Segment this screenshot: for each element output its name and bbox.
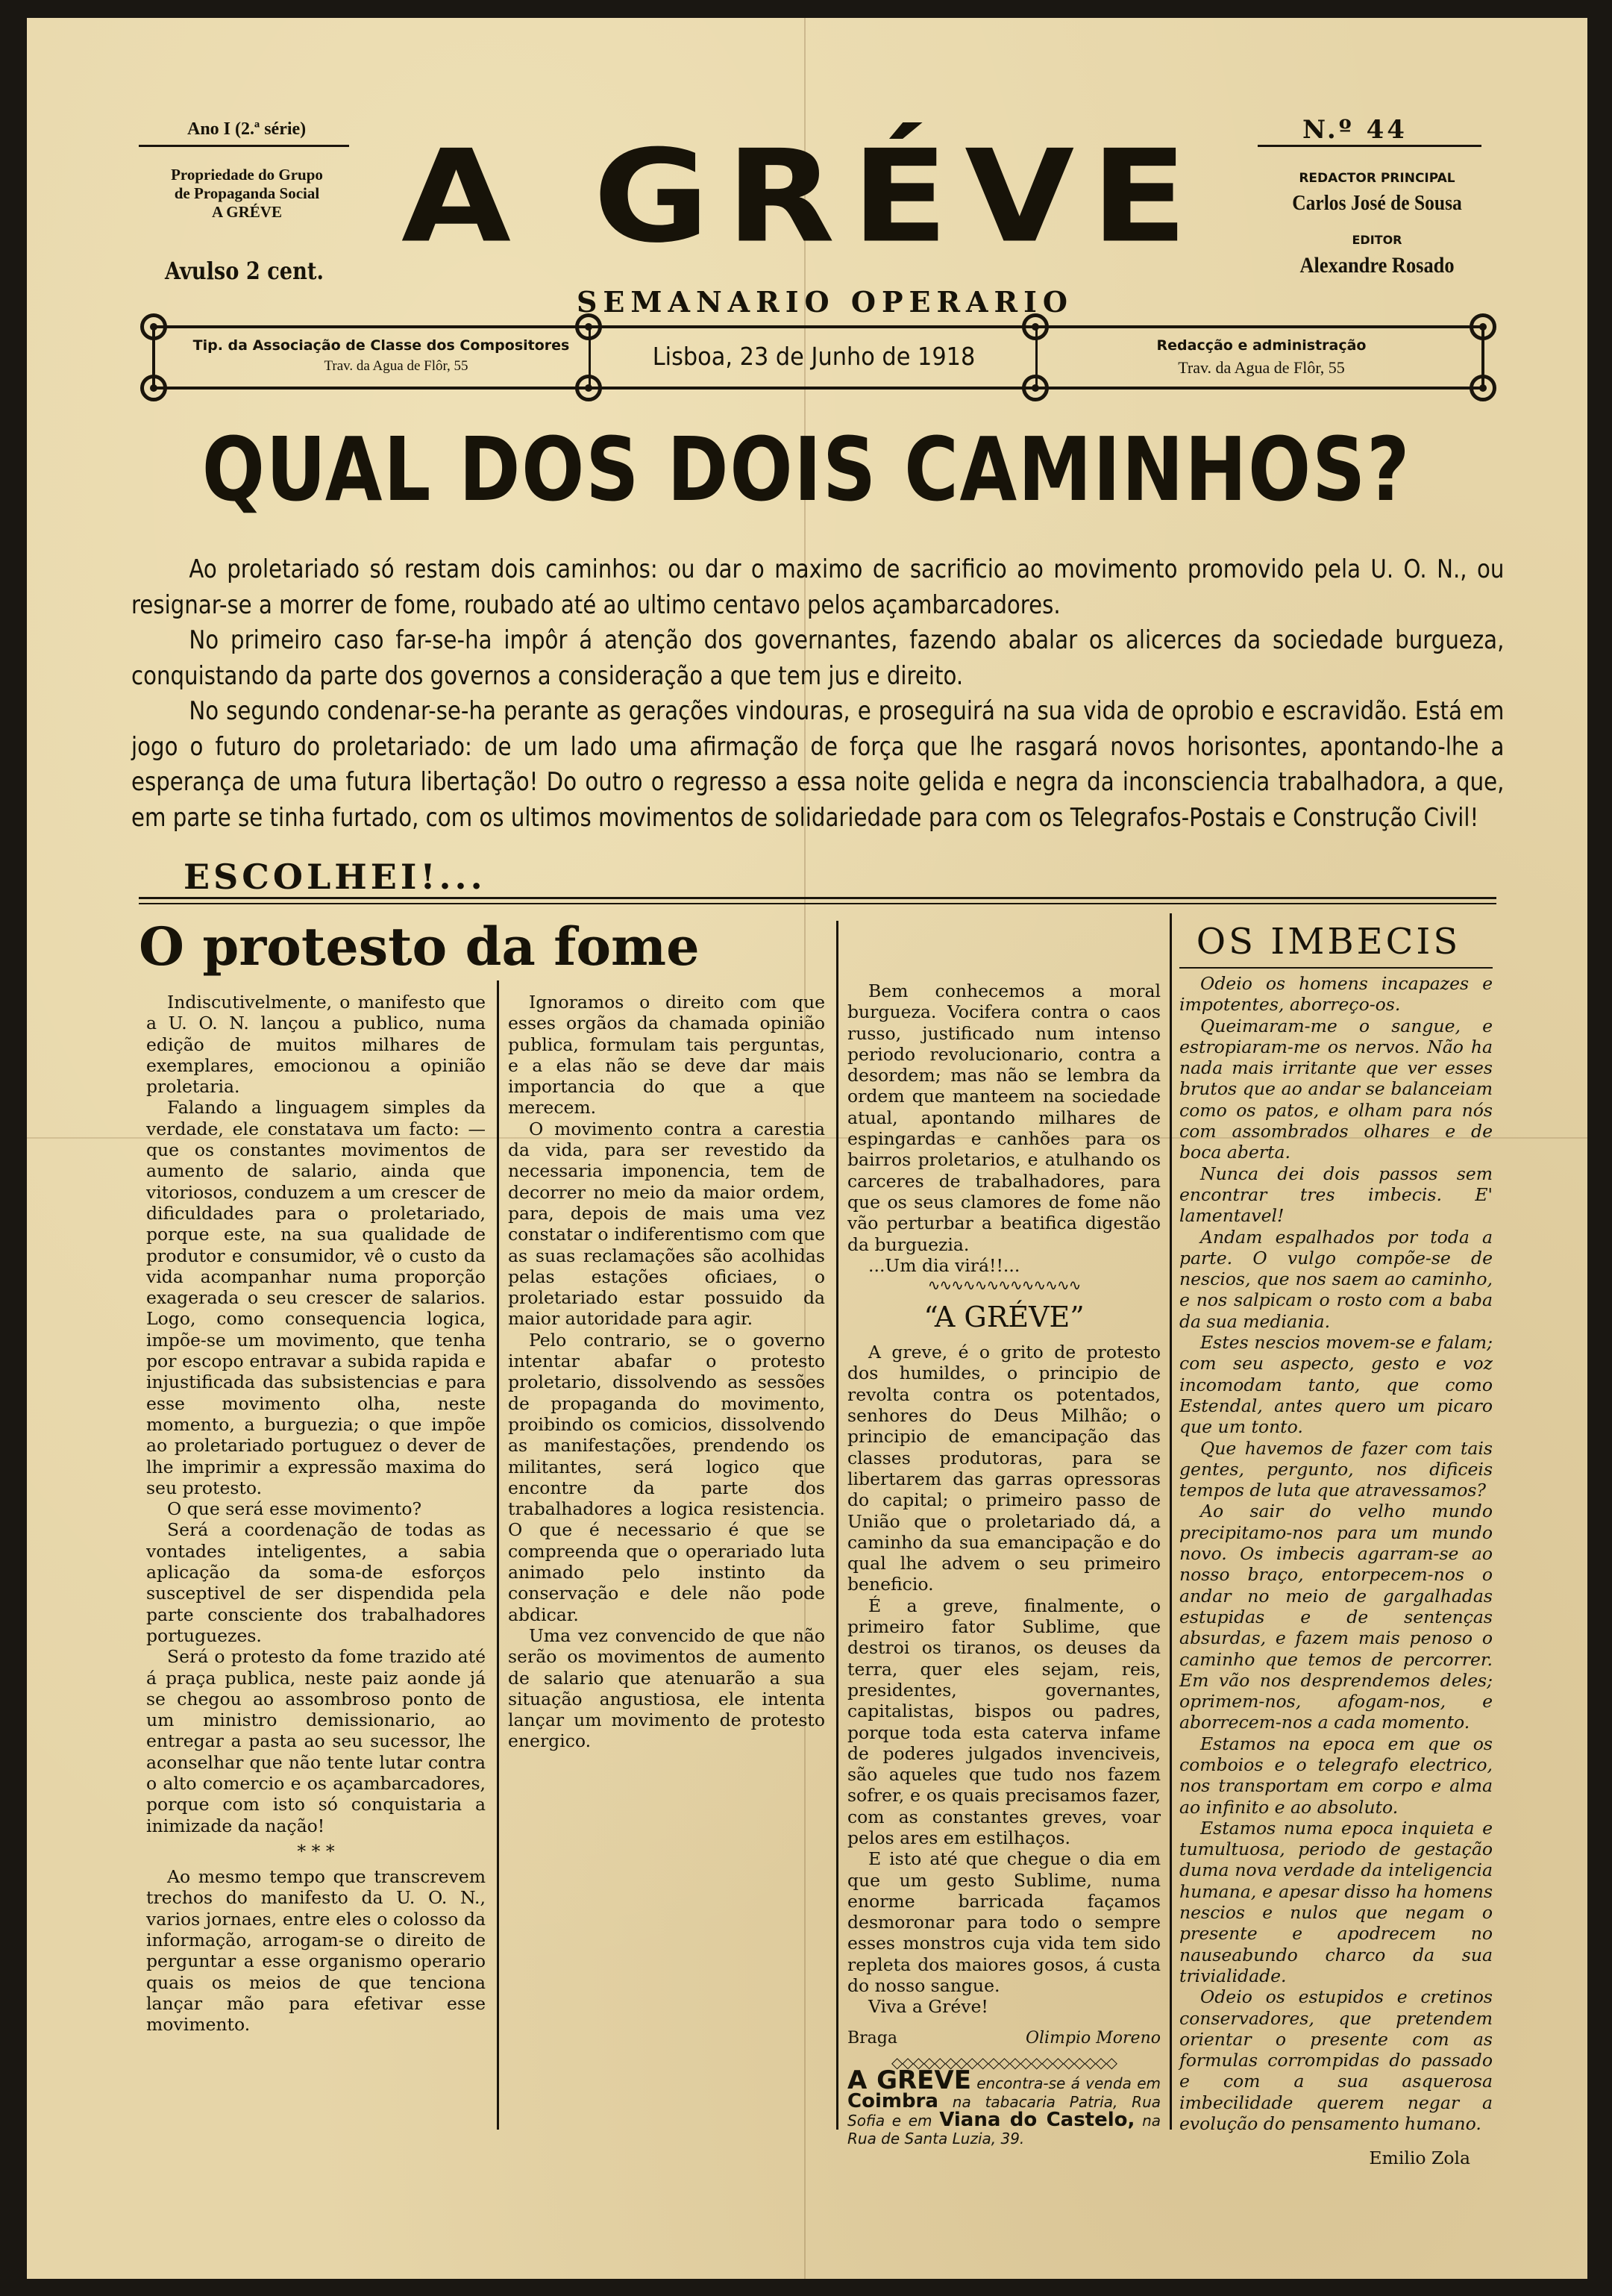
- paragraph: Estamos numa epoca inquieta e tumultuosa, periodo de gestação duma nova verdade da inteligencia humana, e apesar disso ha homens nescios e nulos que negam o presente e apodrecem no nauseabundo charco da sua trivialidade.: [1179, 1817, 1493, 1986]
- article-title: O protesto da fome: [139, 916, 700, 977]
- intro-paragraph: No segundo condenar-se-ha perante as gerações vindouras, e proseguirá na sua vida de oprobio e escravidão. Está em jogo o futuro do proletariado: de um lado uma afirmação de força que lhe rasgará novos horisontes, apontando-lhe a esperança de uma futura libertação! Do outro o regresso a essa noite gelida e negra da inconsciencia trabalhadora, a que, em parte se tinha furtado, com os ultimos movimentos de solidariedade para com os Telegrafos-Postais e Construção Civil!: [131, 696, 1505, 833]
- ad-text: na tabacaria Patria, Rua Sofia e em: [847, 2092, 1161, 2130]
- ad-city: Viana do Castelo,: [939, 2108, 1135, 2131]
- band-divider: [589, 325, 591, 390]
- author: Emilio Zola: [1369, 2148, 1470, 2169]
- title-rule: [1179, 967, 1493, 969]
- paragraph: O movimento contra a carestia da vida, para ser revestido da necessaria imponencia, tem de decorrer no meio da maior ordem, para, depois de mais uma vez constatar o indiferentismo com que as suas reclamações são acolhidas pelas estações oficiaes, o proletariado estar possuido da maior autoridade para agir.: [508, 1118, 825, 1330]
- paragraph: Queimaram-me o sangue, e estropiaram-me os nervos. Não ha nada mais irritante que ver esses brutos que ao andar se balanceiam como os patos, e olham para nós com assombrados olhares e de boca aberta.: [1179, 1015, 1493, 1163]
- signature-line: [847, 2028, 1161, 2049]
- paragraph: E isto até que chegue o dia em que um gesto Sublime, numa enorme barricada façamos desmoronar para todo o sempre esses monstros cuja vida tem sido repleta dos maiores gosos, á custa do nosso sangue.: [847, 1848, 1161, 1997]
- ownership-block: [146, 166, 348, 222]
- paragraph: Indiscutivelmente, o manifesto que a U. O. N. lançou a publico, numa edição de muitos milhares de exemplares, emocionou a opinião proletaria.: [146, 992, 486, 1098]
- article-column-4: [1179, 973, 1493, 2169]
- paragraph: A greve, é o grito de protesto dos humildes, o principio de revolta contra os potentados, senhores do Deus Milhão; o principio de emancipação das classes produtoras, para se libertarem das garras opressoras do capital; o primeiro passo de União que o proletariado dá, a caminho da sua emancipação e do qual lhe advem o seu primeiro beneficio.: [847, 1342, 1161, 1595]
- column-divider: [836, 921, 838, 2130]
- paragraph: Ao mesmo tempo que transcrevem trechos do manifesto da U. O. N., varios jornaes, entre eles o colosso da informação, arrogam-se o direito de perguntar a esse organismo operario quais os meios de que tenciona lançar mão para efetivar esse movimento.: [146, 1866, 486, 2036]
- intro-block: [131, 552, 1504, 836]
- press-address: Trav. da Agua de Flôr, 55: [324, 358, 468, 374]
- paragraph: Andam espalhados por toda a parte. O vulgo compõe-se de nescios, que nos saem ao caminho, e nos salpicam o rosto com a baba da sua mediania.: [1179, 1226, 1493, 1332]
- paragraph: Uma vez convencido de que não serão os movimentos de aumento de salario que atenuarão a sua situação angustiosa, ele intenta lançar um movimento de protesto energico.: [508, 1624, 825, 1752]
- band-divider: [1035, 325, 1038, 390]
- paragraph: Estes nescios movem-se e falam; com seu aspecto, gesto e voz incomodam tanto, que como Estendal, antes quero um picaro que um tonto.: [1179, 1332, 1493, 1438]
- paragraph: Pelo contrario, se o governo intentar abafar o protesto proletario, dissolvendo as sessões de propaganda do movimento, proibindo os comicios, dissolvendo as manifestações, prendendo os militantes, será logico que encontre da parte dos trabalhadores a logica resistencia. O que é necessario é que se compreenda que o operariado luta animado pelo instinto da conservação e dele não pode abdicar.: [508, 1329, 825, 1625]
- ownership-line: de Propaganda Social: [174, 184, 320, 202]
- paragraph: É a greve, finalmente, o primeiro fator Sublime, que destroi os tiranos, os deuses da terra, quer eles sejam, reis, presidentes, governantes, capitalistas, bispos ou padres, porque toda esta caterva infame de poderes julgados invenciveis, são aqueles que tudo nos fazem sofrer, e os quais precisamos fazer, com as constantes greves, voar pelos ares em estilhaços.: [847, 1595, 1161, 1848]
- paragraph: Viva a Gréve!: [868, 1996, 988, 2018]
- paragraph: Bem conhecemos a moral burgueza. Vocifera contra o caos russo, justificado num intenso periodo revolucionario, contra a desordem; mas não se lembra da ordem que manteem na sociedade atual, apontando milhares de espingardas e canhões para os bairros proletarios, e atulhando os carceres de trabalhadores, para que os seus clamores de fome não vão perturbar a beatifica digestão da burguezia.: [847, 980, 1161, 1255]
- editor2-role: EDITOR: [1352, 233, 1402, 247]
- paragraph: Odeio os estupidos e cretinos conservadores, que pretendem orientar o presente com as formulas corrompidas do passado e com a sua asquerosa imbecilidade querem negar a evolução do pensamento humano.: [1179, 1986, 1493, 2135]
- section-rule: [139, 903, 1496, 904]
- intro-paragraph: Ao proletariado só restam dois caminhos: ou dar o maximo de sacrificio ao movimento promovido pela U. O. N., ou resignar-se a morrer de fome, roubado até ao ultimo centavo pelos açambarcadores.: [131, 554, 1505, 620]
- newspaper-page: [27, 18, 1587, 2279]
- editor-role: REDACTOR PRINCIPAL: [1299, 171, 1455, 186]
- main-headline: QUAL DOS DOIS CAMINHOS?: [201, 418, 1411, 521]
- band-rule-top: [154, 325, 1481, 328]
- paragraph: Ignoramos o direito com que esses orgãos da chamada opinião publica, formulam tais perguntas, e a elas não se deve dar mais importancia do que a que merecem.: [508, 992, 825, 1119]
- column-divider: [497, 980, 499, 2130]
- ornament-icon: [1470, 313, 1496, 340]
- article-column-1: [146, 992, 486, 2036]
- paragraph: Estamos na epoca em que os comboios e o telegrafo electrico, nos transportam em corpo e alma ao infinito e ao absoluto.: [1179, 1733, 1493, 1818]
- intro-paragraph: No primeiro caso far-se-ha impôr á atenção dos governantes, fazendo abalar os alicerces da sociedade burgueza, conquistando da parte dos governos a consideração a que tem jus e direito.: [131, 625, 1505, 691]
- issue-date: Lisboa, 23 de Junho de 1918: [652, 342, 976, 371]
- ornament-icon: [140, 313, 167, 340]
- paragraph: Nunca dei dois passos sem encontrar tres imbecis. E' lamentavel!: [1179, 1163, 1493, 1227]
- article-column-3: [847, 980, 1161, 2148]
- masthead-rule-right: [1258, 145, 1481, 147]
- editor-name: Carlos José de Sousa: [1292, 191, 1462, 215]
- admin-address: Trav. da Agua de Flôr, 55: [1178, 358, 1345, 377]
- article-column-2: [508, 992, 825, 1752]
- paragraph: O que será esse movimento?: [167, 1498, 422, 1520]
- ownership-line: Propriedade do Grupo: [171, 166, 323, 184]
- price-label: Avulso 2 cent.: [165, 257, 324, 285]
- masthead-rule-left: [139, 145, 349, 147]
- separator-stars: * * *: [297, 1840, 335, 1862]
- article-title: OS IMBECIS: [1196, 921, 1461, 963]
- ad-text: encontra-se á venda em: [976, 2074, 1161, 2092]
- article-title: “A GRÉVE”: [923, 1301, 1085, 1334]
- ad-name: A GREVE: [847, 2065, 971, 2095]
- masthead-title: A GRÉVE: [401, 122, 1205, 271]
- paragraph: Falando a linguagem simples da verdade, ele constatava um facto: —que os constantes movimentos de aumento de salario, ainda que vitoriosos, conduzem a um crescer de dificuldades para o proletariado, porque este, na sua qualidade de produtor e consumidor, vê o custo da vida acompanhar numa proporção exagerada o seu crescer de salarios. Logo, como consequencia logica, impõe-se um movimento, que tenha por escopo entravar a subida rapida e injustificada das subsistencias e para esse movimento olha, neste momento, a burguezia; o que impõe ao proletariado portuguez o dever de lhe imprimir a expressão maxima do seu protesto.: [146, 1097, 486, 1498]
- section-rule: [139, 897, 1496, 899]
- ornament-divider: ∿∿∿∿∿∿∿∿∿∿∿∿∿: [927, 1276, 1081, 1295]
- ornament-icon: [1470, 375, 1496, 401]
- ad-text: na Rua de Santa Luzia, 39.: [847, 2111, 1161, 2148]
- year-label: Ano I (2.ª série): [187, 119, 307, 139]
- place: Braga: [847, 2028, 897, 2048]
- paragraph: ...Um dia virá!!...: [868, 1254, 1020, 1276]
- paragraph: Ao sair do velho mundo precipitamo-nos para um mundo novo. Os imbecis agarram-se ao nosso braço, entorpecem-nos o andar no meio de gargalhadas estupidas e de sentenças absurdas, e fazem mais penoso o caminho que temos de percorrer. Em vão nos desprendemos deles; oprimem-nos, afogam-nos, e aborrecem-nos a cada momento.: [1179, 1501, 1493, 1733]
- band-rule-bottom: [154, 387, 1481, 390]
- intro-closing: ESCOLHEI!...: [184, 857, 486, 897]
- author: Olimpio Moreno: [1025, 2028, 1161, 2048]
- column-divider: [1170, 913, 1172, 2130]
- editor2-name: Alexandre Rosado: [1299, 253, 1455, 278]
- ad-city: Coimbra: [847, 2089, 938, 2112]
- sales-notice: [847, 2065, 1161, 2148]
- paragraph: Que havemos de fazer com tais gentes, pergunto, nos dificeis tempos de luta que atravessamos?: [1179, 1437, 1493, 1501]
- ornament-icon: [140, 375, 167, 401]
- issue-number: N.º 44: [1302, 115, 1408, 145]
- press-label: Tip. da Associação de Classe dos Compositores: [192, 337, 570, 354]
- paragraph: Odeio os homens incapazes e impotentes, aborreço-os.: [1179, 973, 1493, 1016]
- ornament-divider: ◇◇◇◇◇◇◇◇◇◇◇◇◇◇◇◇◇◇◇◇◇: [891, 2053, 1117, 2071]
- paragraph: Será o protesto da fome trazido até á praça publica, neste paiz aonde já se chegou ao assombroso ponto de um ministro demissionario, ao entregar a pasta ao seu sucessor, lhe aconselhar que não tente lutar contra o alto comercio e os açambarcadores, porque com isto só conquistaria a inimizade da nação!: [146, 1646, 486, 1836]
- masthead-subtitle: SEMANARIO OPERARIO: [576, 285, 1074, 319]
- admin-label: Redacção e administração: [1156, 337, 1367, 354]
- paragraph: Será a coordenação de todas as vontades inteligentes, a sabia aplicação da soma-de esforços susceptivel de ser dispendida pela parte consciente dos trabalhadores portuguezes.: [146, 1519, 486, 1646]
- ownership-line: A GRÉVE: [212, 203, 282, 221]
